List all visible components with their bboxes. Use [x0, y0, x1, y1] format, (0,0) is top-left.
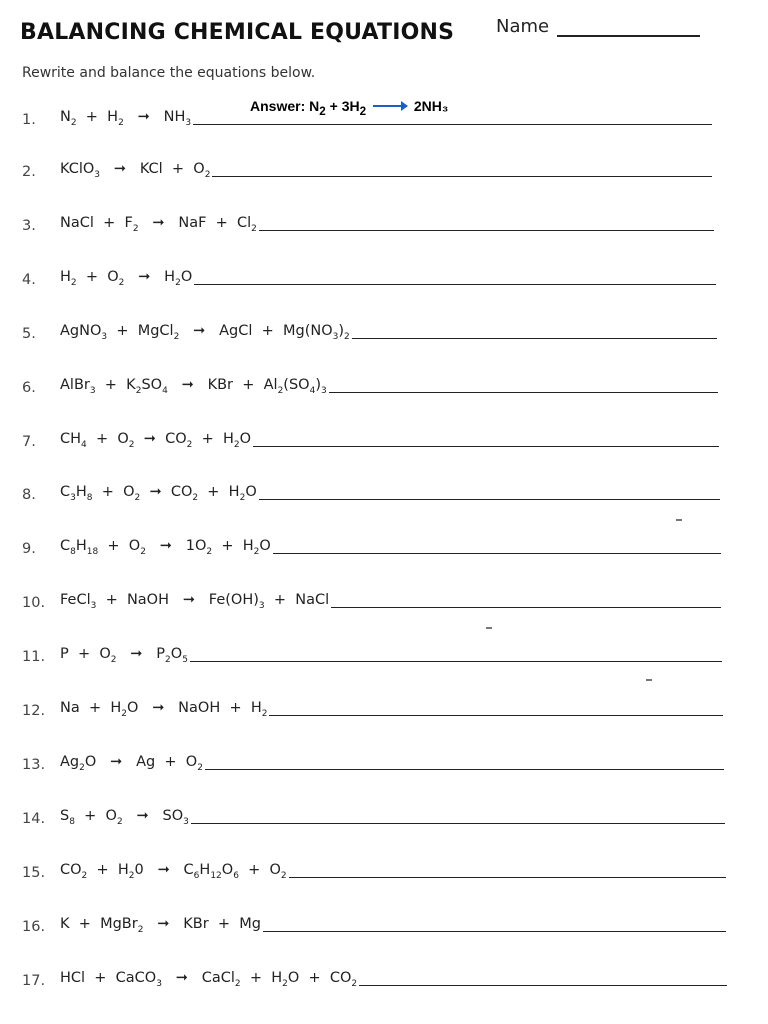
problem-number: 4.: [22, 272, 36, 288]
equation: K + MgBr$_2$ ➞ KBr + Mg: [60, 916, 261, 935]
problem-number: 11.: [22, 649, 46, 665]
problem-row: [22, 106, 768, 128]
answer-blank-line[interactable]: [259, 498, 720, 500]
problem-number: 7.: [22, 434, 36, 450]
scan-speck: [646, 679, 652, 681]
problem-number: 6.: [22, 380, 36, 396]
answer-blank-line[interactable]: [194, 283, 716, 285]
answer-blank-line[interactable]: [329, 391, 718, 393]
name-field[interactable]: [496, 15, 700, 37]
equation: $Ag_2O$ ➞ $Ag + O_2$: [60, 754, 203, 773]
problem-number: 2.: [22, 164, 36, 180]
problem-number: 16.: [22, 919, 46, 935]
problem-row: [22, 481, 768, 503]
problem-number: 17.: [22, 973, 46, 989]
equation: $P + O_2$ ➞ $P_2O_5$: [60, 646, 188, 665]
name-label: Name: [496, 16, 550, 37]
answer-blank-line[interactable]: [212, 175, 712, 177]
answer-left: $N_2 + 3H_2$: [309, 98, 367, 118]
problem-row: [22, 751, 768, 773]
equation: NaCl + $F_2$ ➞ NaF + $Cl_2$: [60, 215, 257, 234]
equation: KClO$_3$ ➞ KCl + $O_2$: [60, 161, 211, 180]
answer-blank-line[interactable]: [259, 229, 714, 231]
problem-row: [22, 589, 768, 611]
answer-blank-line[interactable]: [269, 714, 723, 716]
equation: $C_8H_{18} + O_2$ ➞ $1O_2 + H_2O$: [60, 538, 271, 557]
equation: $CO_2 + H_20$ ➞ $C_6H_{12}O_6 + O_2$: [60, 862, 287, 881]
problem-number: 13.: [22, 757, 46, 773]
equation: $CH_4 + O_2$ ➞ $CO_2 + H_2O$: [60, 431, 252, 450]
problem-row: [22, 158, 768, 180]
name-blank-line[interactable]: [557, 15, 700, 37]
problem-row: [22, 805, 768, 827]
answer-blank-line[interactable]: [253, 445, 719, 447]
answer-label: Answer:: [250, 98, 306, 114]
problem-number: 9.: [22, 541, 36, 557]
problem-number: 15.: [22, 865, 46, 881]
equation: HCl + CaCO$_3$ ➞ CaCl$_2$ + $H_2O + CO_2$: [60, 970, 358, 989]
problem-row: [22, 428, 768, 450]
answer-blank-line[interactable]: [352, 337, 717, 339]
problem-row: [22, 697, 768, 719]
answer-blank-line[interactable]: [193, 123, 712, 125]
equation: AgNO$_3$ + MgCl$_2$ ➞ AgCl + $Mg(NO_3)_2$: [60, 323, 350, 342]
equation: $C_3H_8 + O_2$ ➞ $CO_2 + H_2O$: [60, 484, 257, 503]
answer-right: 2NH₃: [413, 98, 449, 114]
problem-row: [22, 967, 768, 989]
problem-row: [22, 320, 768, 342]
problem-row: [22, 535, 768, 557]
answer-blank-line[interactable]: [359, 984, 727, 986]
equation: $S_8 + O_2$ ➞ $SO_3$: [60, 808, 189, 827]
equation: $N_2 + H_2$ ➞ $NH_3$: [60, 109, 192, 128]
answer-blank-line[interactable]: [289, 876, 726, 878]
scan-speck: [676, 519, 682, 521]
answer-blank-line[interactable]: [205, 768, 724, 770]
problem-row: [22, 913, 768, 935]
equation: $Na + H_2O$ ➞ NaOH + $H_2$: [60, 700, 268, 719]
problem-number: 8.: [22, 487, 36, 503]
problem-row: [22, 212, 768, 234]
answer-blank-line[interactable]: [263, 930, 726, 932]
equation: $H_2 + O_2$ ➞ $H_2O$: [60, 269, 193, 288]
answer-blank-line[interactable]: [331, 606, 721, 608]
problem-row: [22, 266, 768, 288]
problem-number: 1.: [22, 112, 36, 128]
problem-row: [22, 374, 768, 396]
problem-number: 12.: [22, 703, 46, 719]
scan-speck: [486, 627, 492, 629]
answer-blank-line[interactable]: [191, 822, 725, 824]
instructions: Rewrite and balance the equations below.: [22, 65, 316, 81]
answer-blank-line[interactable]: [273, 552, 721, 554]
worksheet-title: BALANCING CHEMICAL EQUATIONS: [20, 20, 455, 45]
problem-number: 3.: [22, 218, 36, 234]
answer-blank-line[interactable]: [190, 660, 722, 662]
problem-row: [22, 859, 768, 881]
problem-number: 10.: [22, 595, 46, 611]
problem-number: 14.: [22, 811, 46, 827]
equation: FeCl$_3$ + NaOH ➞ $Fe(OH)_3$ + NaCl: [60, 592, 330, 611]
problem-row: [22, 643, 768, 665]
problem-number: 5.: [22, 326, 36, 342]
equation: AlBr$_3$ + $K_2SO_4$ ➞ KBr + $Al_2(SO_4)_3$: [60, 377, 327, 396]
